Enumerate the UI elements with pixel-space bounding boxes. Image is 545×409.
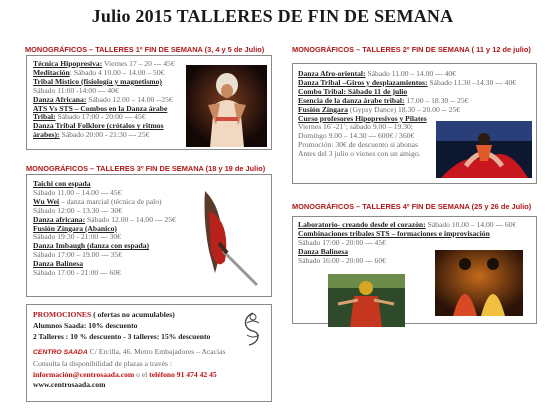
workshop-schedule: Sábado 11.00 – 14.00 --- 40€ <box>365 70 456 78</box>
workshop-schedule: Sábado 16:00 - 20:00 --- 60€ <box>298 256 386 265</box>
workshop-name: Taichi con espada <box>33 180 91 188</box>
workshop-schedule: Sábado 17:00 - 21:00 --- 60€ <box>33 269 121 278</box>
workshop-schedule: Promoción: 30€ de descuento si abonas <box>298 141 419 150</box>
workshop-schedule: 17.00 – 18.30 -- 25€ <box>404 96 469 105</box>
workshop-schedule: Sábado 12:00 – 13.30 --- 30€ <box>33 206 123 215</box>
workshop-schedule: Sábado 11.00 – 14.00 --- 45€ <box>33 188 122 197</box>
workshop-line <box>33 233 176 242</box>
workshop-schedule: Sábado 12.00 – 14.00 --25€ <box>86 95 173 104</box>
workshop-line <box>33 113 175 122</box>
promotions-note: ( ofertas no acumulables) <box>91 311 175 319</box>
workshop-name: ATS Vs STS – Combos en la Danza árabe <box>33 104 168 113</box>
or-text: o el <box>134 370 150 379</box>
workshop-line <box>298 88 516 97</box>
balinese-dancer-photo <box>328 274 405 327</box>
workshop-name: Curso profesores Hipopresivos y Pilates <box>298 114 427 123</box>
page-title: Julio 2015 TALLERES DE FIN DE SEMANA <box>91 6 454 26</box>
workshop-line <box>33 189 176 198</box>
workshop-schedule: Domingo 9.00 – 14.30 --- 600€ / 360€ <box>298 132 415 141</box>
workshop-schedule: Sábado 17:00 - 20:00 --- 45€ <box>55 113 146 122</box>
workshop-name: Danza Balinesa <box>33 260 83 269</box>
workshop-schedule: – danza marcial (técnica de palo) <box>59 197 162 206</box>
workshop-name: Danza Imbaugh (danza con espada) <box>33 242 150 251</box>
workshop-line <box>33 242 176 251</box>
workshop-name: Danza Africana: <box>33 95 87 104</box>
workshop-line <box>298 221 516 230</box>
workshop-name: Danza Tribal –Giros y desplazamientos: <box>298 78 428 87</box>
workshop-name: Wu Wei <box>33 197 60 206</box>
section-heading-week3: MONOGRÁFICOS – TALLERES 3º FIN DE SEMANA (18 y 19 de Julio) <box>26 164 266 173</box>
workshop-schedule: Sábado 12.00 – 14.00 --- 25€ <box>85 215 176 224</box>
workshop-line <box>33 69 175 78</box>
promotions-box <box>26 304 272 402</box>
workshop-line <box>33 269 176 278</box>
section-heading-week4: MONOGRÁFICOS – TALLERES 4º FIN DE SEMANA (25 y 26 de Julio) <box>292 202 532 211</box>
dancer-photo-1 <box>186 65 267 147</box>
ornament-icon <box>239 309 267 349</box>
workshop-name: Fusión Zíngara <box>298 105 349 114</box>
workshop-name: Tribal Místico (fisiología y magnetismo) <box>33 77 162 86</box>
dancers-group-photo <box>435 250 523 316</box>
workshop-line <box>33 105 175 114</box>
workshop-name: Danza Tribal Folklore (crótalos y ritmos <box>33 122 164 131</box>
workshop-schedule: Sábado 11.30 –14.30 --- 40€ <box>427 78 517 87</box>
workshop-name: Combinaciones tribales STS – formaciones e improvisación <box>298 229 490 238</box>
workshop-line <box>33 251 176 260</box>
workshop-line <box>33 78 175 87</box>
promotions-text <box>33 311 225 390</box>
workshop-name: Combo Tribal: Sábado 11 de julio <box>298 87 408 96</box>
section-heading-week1: MONOGRÁFICOS – TALLERES 1º FIN DE SEMANA (3, 4 y 5 de Julio) <box>25 45 265 54</box>
workshop-line <box>298 70 516 79</box>
address: C/ Ercilla, 46. Metro Embajadores – Acacias <box>87 347 226 356</box>
workshop-schedule: (Gypsy Dance) 18.30 – 20.00 -- 25€ <box>348 105 461 114</box>
week3-box <box>26 174 272 297</box>
workshop-line <box>33 216 176 225</box>
workshop-line <box>33 260 176 269</box>
fan-sword-photo <box>195 181 267 293</box>
workshop-line <box>33 207 176 216</box>
workshop-schedule: Viernes 16´-21´; sábado 9.00 – 19.30; <box>298 123 413 132</box>
workshop-schedule: Sábado 10.00 – 14.00 --- 60€ <box>425 221 517 229</box>
workshop-line <box>298 239 516 248</box>
workshop-line <box>33 131 175 140</box>
workshop-line <box>298 106 516 115</box>
workshop-name: Danza Afro-oriental: <box>298 70 366 78</box>
workshop-name: Técnica Hipopresiva: <box>33 60 103 68</box>
workshop-line <box>33 87 175 96</box>
workshop-schedule: Sábado 17:00 – 19.00 --- 35€ <box>33 251 123 260</box>
website-link[interactable]: www.centrosaada.com <box>33 381 106 390</box>
workshop-name: Laboratorio- creando desde el corazón: <box>298 221 426 229</box>
workshop-schedule: Sábado 11:00 -14:00 --- 40€ <box>33 86 119 95</box>
contact-phone[interactable]: teléfono 91 474 42 45 <box>149 370 217 379</box>
workshop-name: Meditación <box>33 68 70 77</box>
workshop-line <box>33 180 176 189</box>
week4-box <box>292 216 537 324</box>
workshop-name: Danza Balinesa <box>298 247 348 256</box>
workshop-line <box>298 79 516 88</box>
workshop-line <box>298 230 516 239</box>
workshop-name: Tribal: <box>33 113 56 122</box>
workshop-schedule: Sábado 17:00 - 20:00 --- 45€ <box>298 238 386 247</box>
workshop-line <box>33 122 175 131</box>
centro-saada-brand: CENTRO SAADA <box>33 348 88 356</box>
contact-email-link[interactable]: información@centrosaada.com <box>33 370 135 379</box>
promo-line-1: Alumnos Saada: 10% descuento <box>33 321 138 330</box>
week3-list <box>33 180 176 278</box>
workshop-schedule: : Sábado 4 10.00 – 14.00 – 50€ <box>69 68 165 77</box>
workshop-line <box>33 225 176 234</box>
workshop-schedule: Antes del 3 julio o vienes con un amigo. <box>298 150 421 159</box>
workshop-name: árabes): <box>33 131 60 140</box>
week1-list <box>33 60 175 140</box>
workshop-schedule: Sábado 19:30 - 21:00 --- 30€ <box>33 233 121 242</box>
workshop-line <box>298 97 516 106</box>
promo-line-2: 2 Talleres : 10 % descuento - 3 talleres: 15% descuento <box>33 332 211 341</box>
workshop-line <box>33 198 176 207</box>
section-heading-week2: MONOGRÁFICOS – TALLERES 2º FIN DE SEMANA ( 11 y 12 de julio) <box>292 45 531 54</box>
workshop-line <box>33 96 175 105</box>
week1-box <box>26 55 272 150</box>
workshop-schedule: Sábado 20:00 - 21:30 --- 25€ <box>59 131 150 140</box>
consult-line: Consulta la disponibilidad de plazas a través : <box>33 359 172 368</box>
workshop-name: Fusión Zíngara (Abanico) <box>33 224 117 233</box>
workshop-line <box>33 60 175 69</box>
promotions-title: PROMOCIONES <box>33 311 92 319</box>
dancer-photo-2 <box>436 121 532 178</box>
workshop-name: Danza africana: <box>33 215 86 224</box>
workshop-name: Esencia de la danza árabe tribal: <box>298 96 405 105</box>
workshop-schedule: Viernes 17 – 20 --- 45€ <box>102 60 175 68</box>
week2-box <box>292 63 537 184</box>
